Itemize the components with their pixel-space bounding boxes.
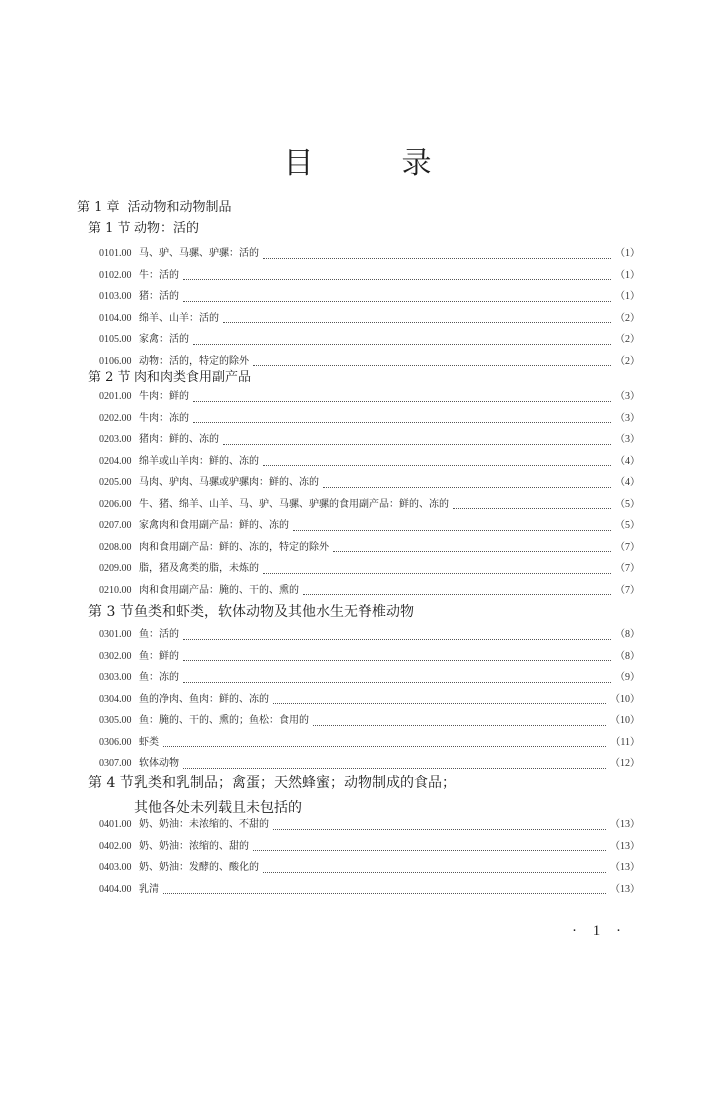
entry-page: （1） bbox=[615, 291, 640, 302]
entry-label: 肉和食用副产品：鲜的、冻的，特定的除外 bbox=[139, 541, 329, 553]
entry-page: （10） bbox=[610, 715, 640, 726]
entry-code: 0209.00 bbox=[99, 563, 132, 574]
entry-label: 猪肉：鲜的、冻的 bbox=[139, 434, 219, 445]
dot-leader bbox=[263, 250, 611, 259]
entry-label: 牛：活的 bbox=[139, 269, 179, 281]
page-number: · 1 · bbox=[572, 923, 627, 939]
toc-entry[interactable] bbox=[99, 290, 640, 304]
entry-label: 奶、奶油：发酵的、酸化的 bbox=[139, 862, 259, 873]
entry-label: 绵羊或山羊肉：鲜的、冻的 bbox=[139, 455, 259, 467]
entry-code: 0208.00 bbox=[99, 541, 132, 553]
section-title: 肉和肉类食用副产品 bbox=[134, 370, 252, 385]
entry-page: （3） bbox=[615, 391, 640, 402]
entry-label: 乳清 bbox=[139, 883, 159, 895]
dot-leader bbox=[333, 543, 611, 552]
dot-leader bbox=[193, 414, 611, 423]
dot-leader bbox=[293, 522, 611, 531]
dot-leader bbox=[273, 821, 606, 830]
entry-label: 动物：活的，特定的除外 bbox=[139, 355, 249, 367]
entry-page: （2） bbox=[615, 312, 640, 324]
entry-page: （13） bbox=[610, 819, 640, 830]
entry-code: 0105.00 bbox=[99, 334, 132, 345]
entry-code: 0205.00 bbox=[99, 477, 132, 488]
entry-label: 猪：活的 bbox=[139, 291, 179, 302]
entry-label: 鱼：腌的、干的、熏的；鱼松：食用的 bbox=[139, 715, 309, 726]
dot-leader bbox=[183, 631, 611, 640]
section-title: 乳类和乳制品；禽蛋；天然蜂蜜；动物制成的食品； bbox=[134, 775, 456, 791]
section-number: 第 1 节 bbox=[88, 221, 131, 236]
page-title bbox=[0, 138, 715, 182]
toc-entry[interactable] bbox=[99, 736, 640, 750]
dot-leader bbox=[303, 586, 611, 595]
entry-label: 马、驴、马骡、驴骡：活的 bbox=[139, 248, 259, 259]
entry-label: 鱼：冻的 bbox=[139, 672, 179, 683]
dot-leader bbox=[183, 760, 606, 769]
entry-page: （13） bbox=[610, 862, 640, 873]
entry-page: （13） bbox=[610, 883, 640, 895]
entry-code: 0103.00 bbox=[99, 291, 132, 302]
entry-page: （13） bbox=[610, 840, 640, 852]
entry-code: 0206.00 bbox=[99, 498, 132, 510]
entry-label: 鱼的净肉、鱼肉：鲜的、冻的 bbox=[139, 693, 269, 705]
dot-leader bbox=[313, 717, 606, 726]
entry-code: 0202.00 bbox=[99, 412, 132, 424]
dot-leader bbox=[223, 314, 611, 323]
dot-leader bbox=[223, 436, 611, 445]
entry-label: 牛肉：鲜的 bbox=[139, 391, 189, 402]
entry-page: （8） bbox=[615, 650, 640, 662]
entry-label: 奶、奶油：浓缩的、甜的 bbox=[139, 840, 249, 852]
toc-entry[interactable] bbox=[99, 693, 640, 707]
chapter-heading bbox=[77, 196, 715, 215]
entry-page: （12） bbox=[610, 758, 640, 769]
toc-entry[interactable] bbox=[99, 757, 640, 771]
entry-page: （3） bbox=[615, 434, 640, 445]
entry-page: （5） bbox=[615, 498, 640, 510]
entry-code: 0404.00 bbox=[99, 883, 132, 895]
dot-leader bbox=[183, 674, 611, 683]
entry-code: 0207.00 bbox=[99, 520, 132, 531]
section-heading bbox=[88, 772, 715, 817]
section-title: 鱼类和虾类，软体动物及其他水生无脊椎动物 bbox=[134, 604, 414, 620]
entry-code: 0403.00 bbox=[99, 862, 132, 873]
toc-entry[interactable] bbox=[99, 714, 640, 728]
toc-entry[interactable] bbox=[99, 455, 640, 469]
entry-label: 脂，猪及禽类的脂，未炼的 bbox=[139, 563, 259, 574]
dot-leader bbox=[273, 695, 606, 704]
title-char-2: 录 bbox=[401, 146, 432, 181]
entry-page: （9） bbox=[615, 672, 640, 683]
entry-page: （10） bbox=[610, 693, 640, 705]
entry-label: 家禽肉和食用副产品：鲜的、冻的 bbox=[139, 520, 289, 531]
entry-page: （4） bbox=[615, 477, 640, 488]
toc-entry[interactable] bbox=[99, 628, 640, 642]
entry-code: 0306.00 bbox=[99, 736, 132, 748]
section-title-continued: 其他各处未列载且未包括的 bbox=[134, 800, 302, 816]
dot-leader bbox=[263, 864, 606, 873]
entry-code: 0104.00 bbox=[99, 312, 132, 324]
toc-entry[interactable] bbox=[99, 584, 640, 598]
entry-page: （3） bbox=[615, 412, 640, 424]
entry-code: 0401.00 bbox=[99, 819, 132, 830]
toc-entry[interactable] bbox=[99, 312, 640, 326]
toc-entry[interactable] bbox=[99, 650, 640, 664]
entry-code: 0210.00 bbox=[99, 584, 132, 596]
entry-label: 绵羊、山羊：活的 bbox=[139, 312, 219, 324]
entry-code: 0305.00 bbox=[99, 715, 132, 726]
entry-page: （11） bbox=[610, 736, 640, 748]
entry-page: （1） bbox=[615, 248, 640, 259]
toc-entry[interactable] bbox=[99, 412, 640, 426]
dot-leader bbox=[183, 293, 611, 302]
entry-label: 奶、奶油：未浓缩的、不甜的 bbox=[139, 819, 269, 830]
dot-leader bbox=[253, 842, 606, 851]
dot-leader bbox=[183, 652, 611, 661]
entry-page: （2） bbox=[615, 355, 640, 367]
entry-code: 0307.00 bbox=[99, 758, 132, 769]
entry-page: （2） bbox=[615, 334, 640, 345]
entry-page: （7） bbox=[615, 563, 640, 574]
section-number: 第 3 节 bbox=[88, 604, 134, 620]
toc-entry[interactable] bbox=[99, 519, 640, 533]
toc-entry[interactable] bbox=[99, 861, 640, 875]
section-heading bbox=[88, 217, 715, 236]
chapter-number: 第 1 章 bbox=[77, 200, 120, 215]
entry-page: （5） bbox=[615, 520, 640, 531]
dot-leader bbox=[323, 479, 611, 488]
dot-leader bbox=[253, 357, 611, 366]
entry-label: 家禽：活的 bbox=[139, 334, 189, 345]
chapter-title: 活动物和动物制品 bbox=[127, 200, 232, 215]
entry-label: 鱼：鲜的 bbox=[139, 650, 179, 662]
entry-page: （7） bbox=[615, 584, 640, 596]
section-heading bbox=[88, 366, 715, 385]
section-number: 第 4 节 bbox=[88, 775, 134, 791]
entry-page: （8） bbox=[615, 629, 640, 640]
toc-entry[interactable] bbox=[99, 818, 640, 832]
entry-label: 牛、猪、绵羊、山羊、马、驴、马骡、驴骡的食用副产品：鲜的、冻的 bbox=[139, 498, 449, 510]
toc-entry[interactable] bbox=[99, 840, 640, 854]
entry-page: （1） bbox=[615, 269, 640, 281]
dot-leader bbox=[453, 500, 611, 509]
section-title: 动物：活的 bbox=[134, 221, 200, 236]
entry-page: （7） bbox=[615, 541, 640, 553]
entry-label: 牛肉：冻的 bbox=[139, 412, 189, 424]
section-heading bbox=[88, 601, 715, 621]
toc-entry[interactable] bbox=[99, 541, 640, 555]
toc-entry[interactable] bbox=[99, 671, 640, 685]
toc-entry[interactable] bbox=[99, 333, 640, 347]
entry-label: 马肉、驴肉、马骡或驴骡肉：鲜的、冻的 bbox=[139, 477, 319, 488]
dot-leader bbox=[263, 565, 611, 574]
entry-label: 软体动物 bbox=[139, 758, 179, 769]
dot-leader bbox=[263, 457, 611, 466]
entry-code: 0301.00 bbox=[99, 629, 132, 640]
entry-code: 0106.00 bbox=[99, 355, 132, 367]
toc-entry[interactable] bbox=[99, 476, 640, 490]
section-number: 第 2 节 bbox=[88, 370, 131, 385]
entry-code: 0102.00 bbox=[99, 269, 132, 281]
dot-leader bbox=[183, 271, 611, 280]
entry-page: （4） bbox=[615, 455, 640, 467]
entry-code: 0101.00 bbox=[99, 248, 132, 259]
toc-entry[interactable] bbox=[99, 498, 640, 512]
dot-leader bbox=[193, 336, 611, 345]
toc-entry[interactable] bbox=[99, 883, 640, 897]
entry-code: 0304.00 bbox=[99, 693, 132, 705]
dot-leader bbox=[193, 393, 611, 402]
toc-entry[interactable] bbox=[99, 269, 640, 283]
dot-leader bbox=[163, 885, 606, 894]
title-char-1: 目 bbox=[283, 146, 314, 181]
toc-entry[interactable] bbox=[99, 390, 640, 404]
toc-entry[interactable] bbox=[99, 562, 640, 576]
entry-code: 0204.00 bbox=[99, 455, 132, 467]
toc-entry[interactable] bbox=[99, 247, 640, 261]
entry-label: 肉和食用副产品：腌的、干的、熏的 bbox=[139, 584, 299, 596]
toc-entry[interactable] bbox=[99, 433, 640, 447]
entry-label: 鱼：活的 bbox=[139, 629, 179, 640]
entry-label: 虾类 bbox=[139, 736, 159, 748]
entry-code: 0203.00 bbox=[99, 434, 132, 445]
entry-code: 0302.00 bbox=[99, 650, 132, 662]
entry-code: 0402.00 bbox=[99, 840, 132, 852]
dot-leader bbox=[163, 738, 606, 747]
entry-code: 0201.00 bbox=[99, 391, 132, 402]
entry-code: 0303.00 bbox=[99, 672, 132, 683]
